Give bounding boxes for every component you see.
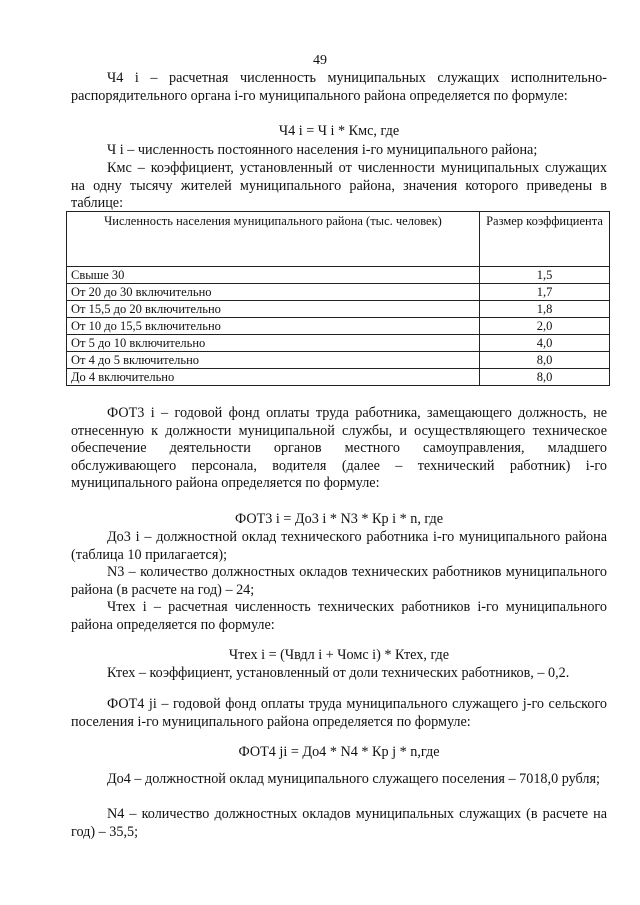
page-number: 49 (313, 53, 327, 68)
range-cell: От 20 до 30 включительно (67, 284, 480, 301)
paragraph-kteh: Ктех – коэффициент, установленный от доли технических работников, – 0,2. (107, 665, 570, 681)
paragraph-ch4: Ч4 i – расчетная численность муниципальных служащих исполнительно-распорядительного органа i-го муниципального района определяется по формуле: (71, 70, 607, 104)
value-cell: 1,8 (480, 301, 610, 318)
formula-chteh: Чтех i = (Чвдл i + Чомс i) * Ктех, где (228, 647, 450, 663)
formula-ch4: Ч4 i = Ч i * Кмс, где (278, 123, 400, 139)
formula-fot3: ФОТ3 i = До3 i * N3 * Кр i * n, где (234, 511, 444, 527)
value-cell: 1,7 (480, 284, 610, 301)
paragraph-kms: Кмс – коэффициент, установленный от численности муниципальных служащих на одну тысячу жителей муниципального района, значения которого приведены в таблице: (71, 160, 607, 212)
paragraph-fot3: ФОТ3 i – годовой фонд оплаты труда работника, замещающего должность, не отнесенную к должности муниципальной службы, и осуществляющего техническое обеспечение деятельности органов местного самоуправления, младшего обслуживающего персонала, водителя (далее – технический работник) i-го муниципального района определяется по формуле: (71, 405, 607, 492)
value-cell: 8,0 (480, 352, 610, 369)
paragraph-n4: N4 – количество должностных окладов муниципальных служащих (в расчете на год) – 35,5; (71, 806, 607, 840)
table-row (67, 284, 610, 301)
range-cell: От 4 до 5 включительно (67, 352, 480, 369)
range-cell: Свыше 30 (67, 267, 480, 284)
range-cell: До 4 включительно (67, 369, 480, 386)
header-population: Численность населения муниципального района (тыс. человек) (67, 212, 480, 267)
range-cell: От 15,5 до 20 включительно (67, 301, 480, 318)
formula-fot4: ФОТ4 ji = До4 * N4 * Кр j * n,где (238, 744, 440, 760)
table-row (67, 335, 610, 352)
table-row (67, 352, 610, 369)
table-row (67, 301, 610, 318)
table-row (67, 267, 610, 284)
header-coefficient: Размер коэффициента (480, 212, 610, 267)
paragraph-fot4: ФОТ4 ji – годовой фонд оплаты труда муниципального служащего j-го сельского поселения i-го муниципального района определяется по формуле: (71, 696, 607, 730)
paragraph-chteh: Чтех i – расчетная численность технических работников i-го муниципального района определяется по формуле: (71, 599, 607, 633)
range-cell: От 5 до 10 включительно (67, 335, 480, 352)
value-cell: 8,0 (480, 369, 610, 386)
paragraph-do4: До4 – должностной оклад муниципального служащего поселения – 7018,0 рубля; (107, 771, 600, 787)
range-cell: От 10 до 15,5 включительно (67, 318, 480, 335)
coefficient-table (66, 211, 610, 386)
table-row (67, 369, 610, 386)
value-cell: 1,5 (480, 267, 610, 284)
paragraph-do3: До3 i – должностной оклад технического работника i-го муниципального района (таблица 10 прилагается); (71, 529, 607, 563)
paragraph-n3: N3 – количество должностных окладов технических работников муниципального района (в расчете на год) – 24; (71, 564, 607, 598)
table-header-row (67, 212, 610, 267)
paragraph-ch-i: Ч i – численность постоянного населения i-го муниципального района; (107, 142, 538, 158)
value-cell: 2,0 (480, 318, 610, 335)
table-row (67, 318, 610, 335)
value-cell: 4,0 (480, 335, 610, 352)
